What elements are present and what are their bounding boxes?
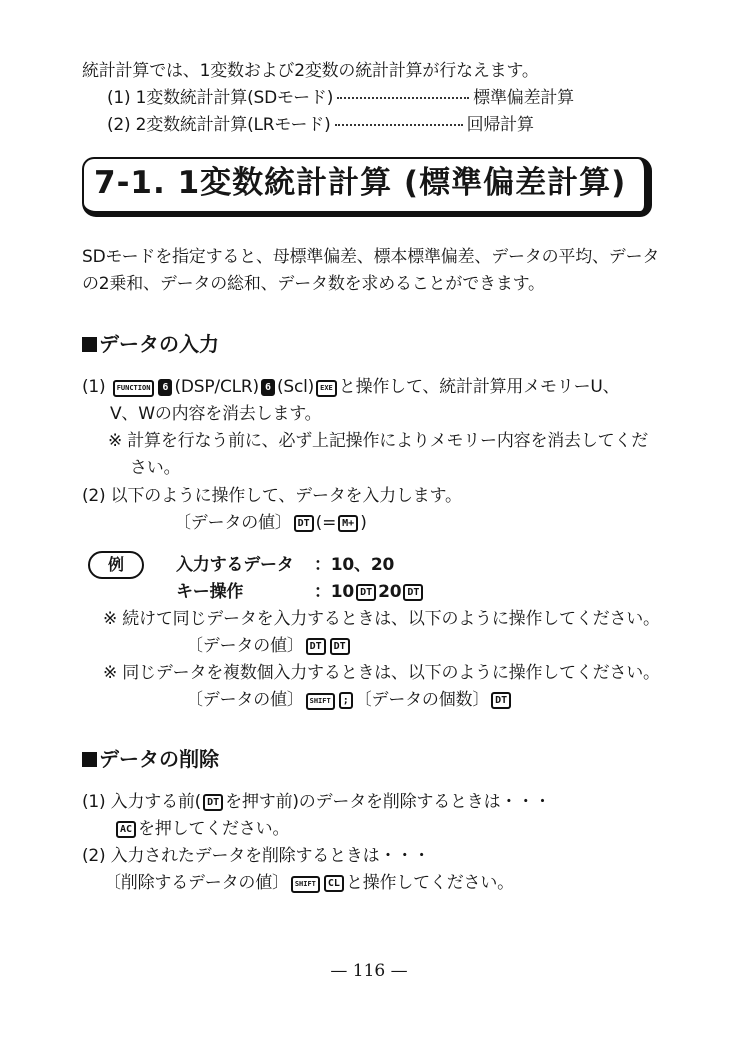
data-value-text: 〔データの値〕 [174, 513, 292, 533]
input-note-1-cont: さい。 [130, 458, 181, 478]
example-key-label: キー操作 [176, 582, 244, 602]
example-note-1-formula [186, 635, 352, 657]
dt-key-icon: DT [356, 584, 376, 601]
section-title-input-text: データの入力 [99, 332, 219, 356]
delete-step-1 [82, 791, 551, 813]
section-title-delete [82, 746, 219, 772]
input-step-2: (2) 以下のように操作して、データを入力します。 [82, 486, 462, 506]
data-count-text: 〔データの個数〕 [354, 690, 490, 710]
dt-key-icon: DT [491, 692, 511, 709]
dt-key-icon: DT [330, 638, 350, 655]
section-title-input [82, 331, 219, 357]
intro-item-sd-label: (1) 1変数統計計算(SDモード) [107, 88, 334, 108]
intro-text: 統計計算では、1変数および2変数の統計計算が行なえます。 [82, 61, 539, 81]
dt-key-icon: DT [403, 584, 423, 601]
delete-value-text: 〔削除するデータの値〕 [104, 873, 289, 893]
dsp-clr-text: (DSP/CLR) [174, 377, 259, 397]
key-6-icon: 6 [261, 379, 275, 396]
data-value-text: 〔データの値〕 [186, 636, 304, 656]
intro-item-sd [107, 87, 574, 109]
intro-item-lr [107, 114, 534, 136]
step-number: (1) [82, 377, 106, 397]
equals-text: (= [315, 513, 337, 533]
description-line-1: SDモードを指定すると、母標準偏差、標本標準偏差、データの平均、データ [82, 247, 660, 267]
delete-step-1-text-b: を押す前)のデータを削除するときは・・・ [225, 792, 551, 812]
function-key-icon: FUNCTION [113, 380, 155, 397]
delete-step-2-formula [104, 872, 514, 894]
page-number: — 116 — [330, 961, 408, 981]
shift-key-icon: SHIFT [291, 876, 320, 893]
leader-dots [335, 124, 463, 126]
example-note-2-formula [186, 689, 513, 711]
delete-step-2-end: と操作してください。 [345, 873, 514, 893]
input-note-1: ※ 計算を行なう前に、必ず上記操作によりメモリー内容を消去してくだ [108, 431, 649, 451]
example-input-label: 入力するデータ [176, 555, 294, 575]
intro-item-lr-value: 回帰計算 [466, 115, 534, 135]
example-key-sequence [314, 581, 425, 603]
example-note-1: ※ 続けて同じデータを入力するときは、以下のように操作してください。 [103, 609, 660, 629]
example-note-2: ※ 同じデータを複数個入力するときは、以下のように操作してください。 [103, 663, 660, 683]
section-heading: 7-1. 1変数統計計算 (標準偏差計算) [94, 165, 627, 201]
semicolon-key-icon: ; [339, 692, 353, 709]
input-formula [174, 512, 367, 534]
key-seq-10: ：10 [314, 582, 355, 602]
input-step-1-cont: V、Wの内容を消去します。 [110, 404, 322, 424]
delete-step-1-line-2: を押してください。 [138, 819, 290, 839]
delete-step-2: (2) 入力されたデータを削除するときは・・・ [82, 846, 430, 866]
leader-dots [337, 97, 469, 99]
m-plus-key-icon: M+ [338, 515, 358, 532]
paren-text: ) [360, 513, 367, 533]
exe-key-icon: EXE [316, 380, 337, 397]
ac-key-icon: AC [116, 821, 136, 838]
key-6-icon: 6 [158, 379, 172, 396]
dt-key-icon: DT [294, 515, 314, 532]
dt-key-icon: DT [203, 794, 223, 811]
example-badge: 例 [88, 551, 144, 579]
bullet-square-icon [82, 337, 97, 352]
cl-key-icon: CL [324, 875, 344, 892]
bullet-square-icon [82, 752, 97, 767]
key-seq-20: 20 [378, 582, 402, 602]
description-line-2: の2乗和、データの総和、データ数を求めることができます。 [82, 274, 545, 294]
intro-item-sd-value: 標準偏差計算 [473, 88, 574, 108]
section-title-delete-text: データの削除 [99, 747, 219, 771]
example-input-value: ：10、20 [314, 555, 395, 575]
input-step-1 [82, 376, 619, 398]
intro-item-lr-label: (2) 2変数統計計算(LRモード) [107, 115, 331, 135]
delete-step-1-cont [114, 818, 289, 840]
scl-text: (Scl) [276, 377, 315, 397]
delete-step-1-text-a: (1) 入力する前( [82, 792, 202, 812]
step-1-text: と操作して、統計計算用メモリーU、 [338, 377, 620, 397]
data-value-text: 〔データの値〕 [186, 690, 304, 710]
shift-key-icon: SHIFT [306, 693, 335, 710]
dt-key-icon: DT [306, 638, 326, 655]
